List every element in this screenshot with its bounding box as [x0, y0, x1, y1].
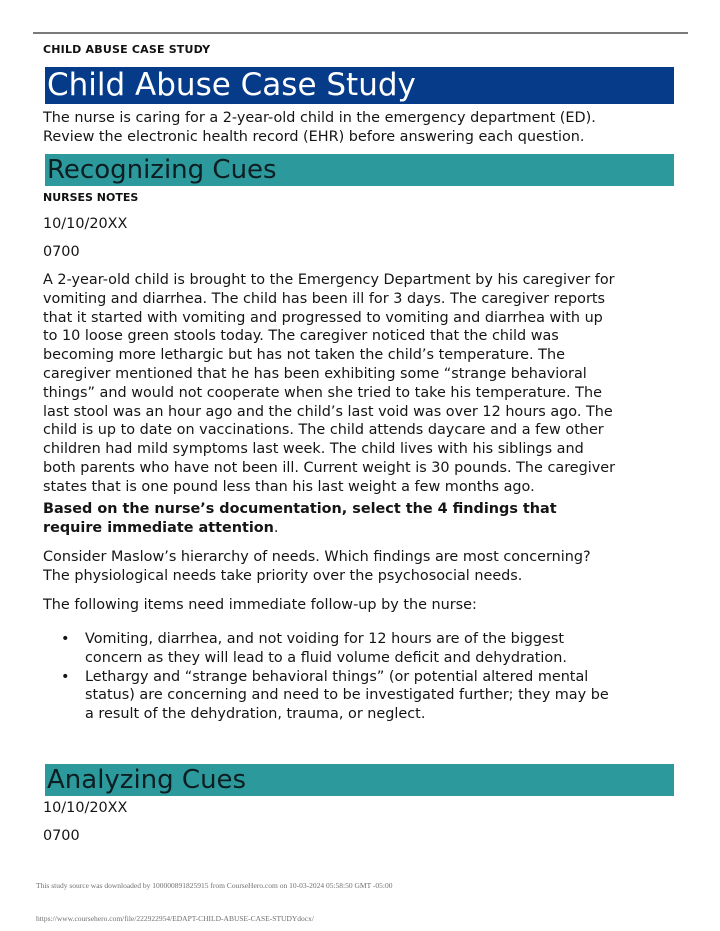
narrative-line: caregiver mentioned that he has been exhibiting some “strange behavioral	[43, 365, 587, 382]
section-heading-recognizing-cues: Recognizing Cues	[45, 154, 674, 186]
download-notice: This study source was downloaded by 100000891825915 from CourseHero.com on 10-03-2024 05:58:50 GMT -05:00	[36, 881, 393, 890]
narrative-line: states that is one pound less than his last weight a few months ago.	[43, 478, 535, 495]
narrative-line: A 2-year-old child is brought to the Emergency Department by his caregiver for	[43, 272, 615, 288]
narrative-line: child is up to date on vaccinations. The child attends daycare and a few other	[43, 422, 604, 439]
narrative-line: children had mild symptoms last week. The child lives with his siblings and	[43, 441, 584, 458]
section-heading-analyzing-cues: Analyzing Cues	[45, 764, 674, 796]
header-rule	[33, 32, 688, 34]
rationale-line: Consider Maslow’s hierarchy of needs. Which findings are most concerning?	[43, 549, 591, 565]
bullet-icon: •	[61, 668, 70, 685]
note-date: 10/10/20XX	[43, 800, 128, 816]
rationale-line: The physiological needs take priority over the psychosocial needs.	[43, 567, 523, 584]
intro-line: The nurse is caring for a 2-year-old child in the emergency department (ED).	[43, 110, 596, 126]
intro-line: Review the electronic health record (EHR) before answering each question.	[43, 128, 585, 145]
narrative-line: last stool was an hour ago and the child’s last void was over 12 hours ago. The	[43, 403, 613, 420]
narrative-line: that it started with vomiting and progressed to vomiting and diarrhea with up	[43, 309, 603, 326]
nurses-note-narrative	[43, 271, 683, 497]
narrative-line: both parents who have not been ill. Current weight is 30 pounds. The caregiver	[43, 459, 616, 476]
running-header: CHILD ABUSE CASE STUDY	[43, 43, 211, 56]
finding-line: Lethargy and “strange behavioral things” (or potential altered mental	[85, 668, 589, 685]
finding-line: status) are concerning and need to be investigated further; they may be	[85, 687, 609, 704]
question-punctuation: .	[273, 519, 279, 536]
follow-up-intro: The following items need immediate follow-up by the nurse:	[43, 597, 477, 613]
finding-line: Vomiting, diarrhea, and not voiding for 12 hours are of the biggest	[85, 631, 565, 647]
source-url-link[interactable]: https://www.coursehero.com/file/222922954/EDAPT-CHILD-ABUSE-CASE-STUDYdocx/	[36, 914, 314, 923]
narrative-line: vomiting and diarrhea. The child has been ill for 3 days. The caregiver reports	[43, 290, 606, 307]
finding-line: a result of the dehydration, trauma, or neglect.	[85, 706, 426, 723]
nurses-notes-label: NURSES NOTES	[43, 191, 139, 204]
finding-item	[61, 668, 683, 724]
narrative-line: things” and would not cooperate when she tried to take his temperature. The	[43, 384, 602, 401]
question-line: Based on the nurse’s documentation, select the 4 findings that	[43, 501, 557, 517]
note-time: 0700	[43, 828, 80, 844]
finding-item	[61, 630, 683, 668]
document-title: Child Abuse Case Study	[45, 67, 674, 104]
note-date: 10/10/20XX	[43, 216, 128, 232]
rationale-paragraph	[43, 548, 683, 586]
question-bold-text: require immediate attention	[43, 519, 274, 536]
bullet-icon: •	[61, 631, 70, 647]
note-time: 0700	[43, 244, 80, 260]
finding-line: concern as they will lead to a fluid volume deficit and dehydration.	[85, 649, 567, 666]
intro-paragraph	[43, 109, 683, 147]
question-prompt	[43, 500, 683, 538]
question-line-last	[43, 519, 683, 538]
narrative-line: to 10 loose green stools today. The caregiver noticed that the child was	[43, 328, 559, 345]
findings-list	[43, 630, 683, 724]
narrative-line: becoming more lethargic but has not taken the child’s temperature. The	[43, 347, 565, 364]
